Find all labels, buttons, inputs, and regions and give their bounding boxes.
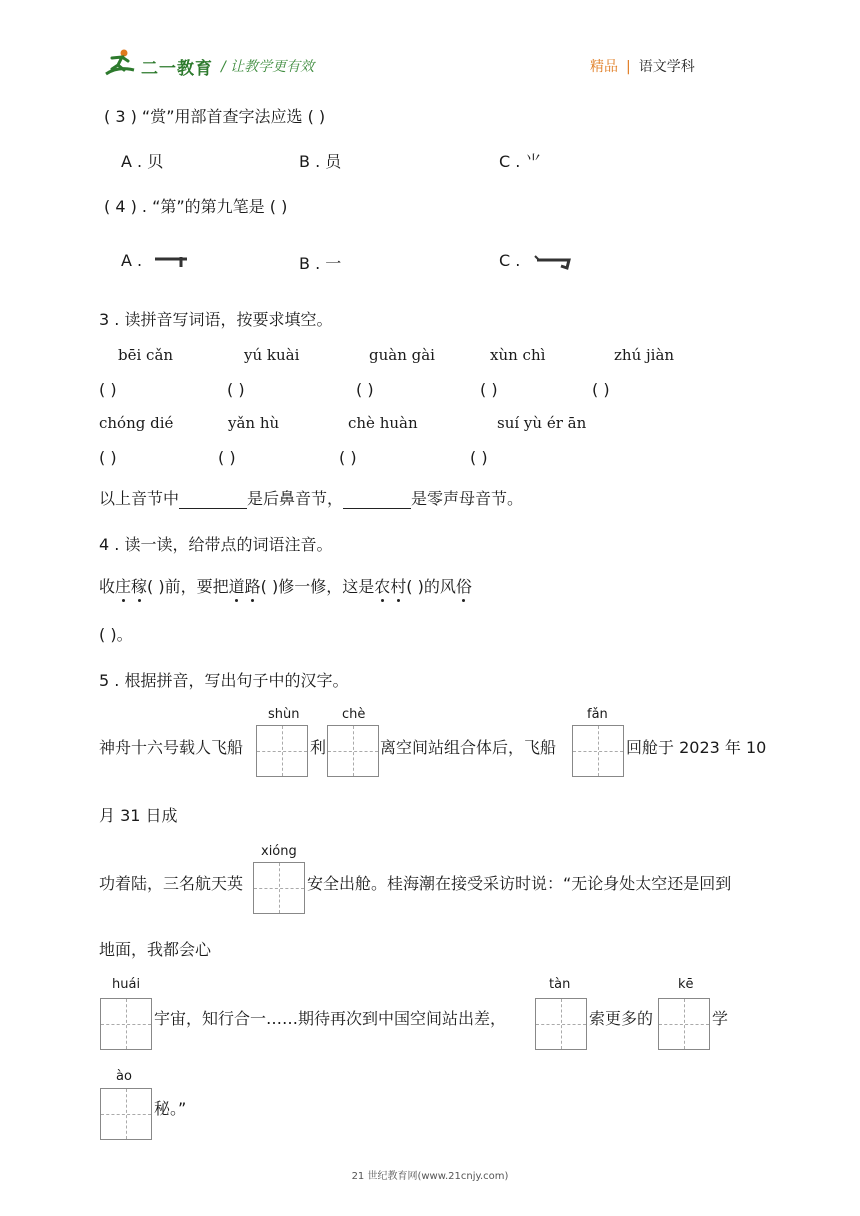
dotted-char: 道 <box>229 574 245 597</box>
s4-text-4: ( )的风 <box>406 577 456 596</box>
pinyin-7: yǎn hù <box>228 414 280 432</box>
logo-runner-icon <box>104 48 136 78</box>
dotted-char: 稼 <box>131 574 147 597</box>
pinyin-huai: huái <box>112 977 141 992</box>
s5-text-1a: 神舟十六号载人飞船 <box>99 738 244 757</box>
dotted-word-zhuangjia <box>115 577 147 596</box>
answer-blank-1[interactable]: ( ) <box>99 380 117 399</box>
fill-sentence <box>99 486 523 509</box>
s5-text-6: 秘。” <box>154 1099 187 1118</box>
q4-stem: ( 4 ) . “第”的第九笔是 ( ) <box>104 197 288 216</box>
fill-text-a: 以上音节中 <box>99 489 180 508</box>
dotted-char: 村 <box>390 574 406 597</box>
section3-title: 3 . 读拼音写词语，按要求填空。 <box>99 310 333 329</box>
section5-title: 5 . 根据拼音，写出句子中的汉字。 <box>99 671 349 690</box>
answer-blank-5[interactable]: ( ) <box>592 380 610 399</box>
section4-line2[interactable]: ( )。 <box>99 625 133 644</box>
brand-name: 二一教育 <box>141 59 213 79</box>
dotted-char: 路 <box>245 574 261 597</box>
pinyin-8: chè huàn <box>348 414 418 432</box>
s5-text-1b: 利 <box>310 738 327 757</box>
header-right <box>590 56 695 76</box>
s5-text-3a: 功着陆，三名航天英 <box>99 874 244 893</box>
dotted-word-daolu <box>229 577 261 596</box>
header-separator: | <box>626 59 631 75</box>
section4-title: 4 . 读一读，给带点的词语注音。 <box>99 535 333 554</box>
fill-blank-back-nasal[interactable] <box>179 492 247 509</box>
answer-blank-7[interactable]: ( ) <box>218 448 236 467</box>
dotted-word-nongcun <box>374 577 406 596</box>
pinyin-3: guàn gài <box>369 346 435 364</box>
pinyin-4: xùn chì <box>490 346 546 364</box>
answer-blank-6[interactable]: ( ) <box>99 448 117 467</box>
char-box-tan[interactable] <box>535 998 587 1050</box>
char-box-huai[interactable] <box>100 998 152 1050</box>
q4-option-b: B . 一 <box>299 254 342 273</box>
pinyin-6: chóng dié <box>99 414 174 432</box>
dotted-char: 农 <box>374 574 390 597</box>
q4-option-c <box>499 251 575 272</box>
q4-option-a-label: A . <box>121 251 143 270</box>
s5-text-5c: 学 <box>712 1009 729 1028</box>
char-box-shun[interactable] <box>256 725 308 777</box>
q3-option-c: C . ⺌ <box>499 152 542 171</box>
pinyin-5: zhú jiàn <box>614 346 675 364</box>
pinyin-9: suí yù ér ān <box>497 414 587 432</box>
char-box-xiong[interactable] <box>253 862 305 914</box>
dotted-word-su: 俗 <box>456 574 472 597</box>
q4-option-c-label: C . <box>499 251 521 270</box>
s5-text-5b: 索更多的 <box>589 1009 654 1028</box>
pinyin-fan: fǎn <box>587 707 608 722</box>
slogan: / 让教学更有效 <box>221 59 315 75</box>
q3-option-a: A . 贝 <box>121 152 164 171</box>
char-box-ao[interactable] <box>100 1088 152 1140</box>
fill-blank-zero-initial[interactable] <box>343 492 411 509</box>
q3-stem: ( 3 ) “赏”用部首查字法应选 ( ) <box>104 107 326 126</box>
s5-text-5a: 宇宙，知行合一……期待再次到中国空间站出差， <box>154 1009 507 1028</box>
s4-text-1: 收 <box>99 577 116 596</box>
s5-text-2: 月 31 日成 <box>99 806 178 825</box>
q3-option-b: B . 员 <box>299 152 342 171</box>
page-footer: 21 世纪教育网(www.21cnjy.com) <box>351 1171 509 1182</box>
pinyin-shun: shùn <box>268 707 300 722</box>
s5-text-1c: 离空间站组合体后，飞船 <box>380 738 557 757</box>
char-box-ke[interactable] <box>658 998 710 1050</box>
s5-text-1d: 回舱于 2023 年 10 <box>626 738 767 757</box>
s4-text-3: ( )修一修，这是 <box>260 577 375 596</box>
pinyin-ao: ào <box>116 1069 132 1084</box>
fill-text-c: 是零声母音节。 <box>411 489 524 508</box>
fill-text-b: 是后鼻音节， <box>247 489 344 508</box>
subject-label: 语文学科 <box>638 59 695 75</box>
pinyin-che: chè <box>342 707 366 722</box>
answer-blank-3[interactable]: ( ) <box>356 380 374 399</box>
stroke-image-a <box>147 254 193 270</box>
answer-blank-9[interactable]: ( ) <box>470 448 488 467</box>
stroke-image-c <box>525 252 575 272</box>
pinyin-1: bēi cǎn <box>118 346 174 364</box>
pinyin-2: yú kuài <box>244 346 300 364</box>
char-box-fan[interactable] <box>572 725 624 777</box>
answer-blank-2[interactable]: ( ) <box>227 380 245 399</box>
quality-label: 精品 <box>590 59 618 75</box>
pinyin-tan: tàn <box>549 977 571 992</box>
s5-text-4: 地面，我都会心 <box>99 940 212 959</box>
s4-text-2: ( )前，要把 <box>147 577 229 596</box>
pinyin-xiong: xióng <box>261 844 297 859</box>
dotted-char: 庄 <box>115 574 131 597</box>
char-box-che[interactable] <box>327 725 379 777</box>
answer-blank-8[interactable]: ( ) <box>339 448 357 467</box>
answer-blank-4[interactable]: ( ) <box>480 380 498 399</box>
section4-sentence <box>99 574 472 597</box>
s5-text-3b: 安全出舱。桂海潮在接受采访时说：“无论身处太空还是回到 <box>307 874 732 893</box>
pinyin-ke: kē <box>678 977 694 992</box>
q4-option-a <box>121 251 193 270</box>
